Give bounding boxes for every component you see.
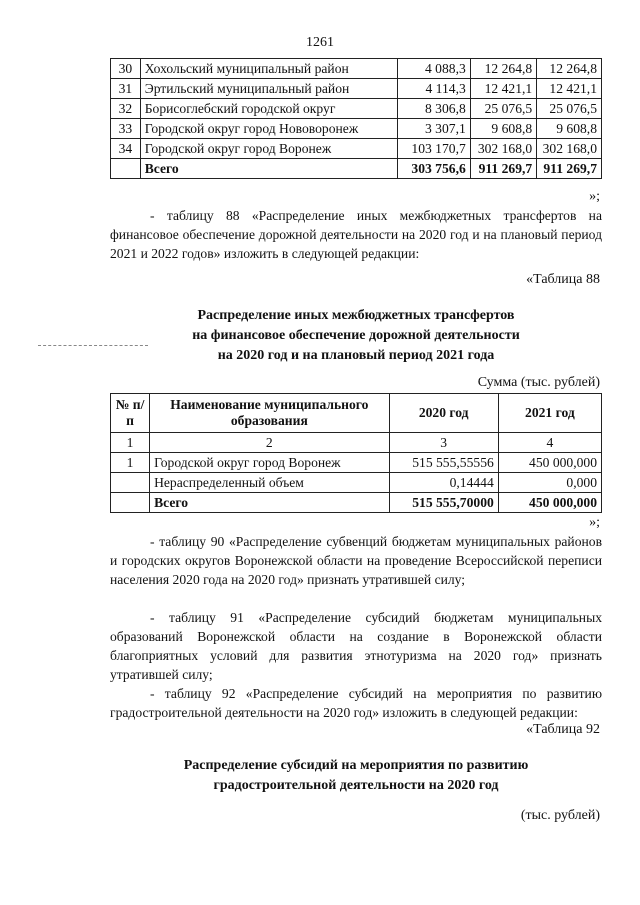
col-header-name: Наименование муниципального образования: [150, 394, 389, 433]
value-cell: 302 168,0: [537, 139, 602, 159]
table-total-row: [111, 493, 602, 513]
municipality-name: Нераспределенный объем: [150, 473, 389, 493]
total-value: 911 269,7: [470, 159, 536, 179]
sum-units-label: Сумма (тыс. рублей): [477, 375, 600, 390]
table-row: [111, 99, 602, 119]
value-cell: 4 088,3: [397, 59, 470, 79]
municipality-name: Городской округ город Воронеж: [140, 139, 397, 159]
closing-quote: »;: [589, 189, 600, 204]
closing-quote: »;: [589, 515, 600, 530]
municipality-name: Городской округ город Нововоронеж: [140, 119, 397, 139]
scan-artifact: [38, 345, 148, 347]
value-cell: 25 076,5: [537, 99, 602, 119]
col-header-2021: 2021 год: [498, 394, 601, 433]
table-87-tail: [110, 58, 602, 179]
total-label: Всего: [150, 493, 389, 513]
value-cell: 12 264,8: [470, 59, 536, 79]
municipality-name: Хохольский муниципальный район: [140, 59, 397, 79]
col-header-2020: 2020 год: [389, 394, 498, 433]
value-cell: 0,000: [498, 473, 601, 493]
municipality-name: Городской округ город Воронеж: [150, 453, 389, 473]
row-number: 32: [111, 99, 141, 119]
table-total-row: [111, 159, 602, 179]
row-number: [111, 473, 150, 493]
row-number: 34: [111, 139, 141, 159]
units-label: (тыс. рублей): [520, 808, 600, 823]
table-row: [111, 119, 602, 139]
value-cell: 9 608,8: [470, 119, 536, 139]
value-cell: 103 170,7: [397, 139, 470, 159]
table-92-heading: Распределение субсидий на мероприятия по развитию градостроительной деятельности на 2020 год: [183, 758, 529, 793]
total-value: 911 269,7: [537, 159, 602, 179]
value-cell: 8 306,8: [397, 99, 470, 119]
paragraph-table-92: - таблицу 92 «Распределение субсидий на мероприятия по развитию градостроительной деятельности на 2020 год» изложить в следующей редакции:: [110, 686, 602, 720]
table-92-label: «Таблица 92: [526, 722, 600, 737]
col-header-number: № п/п: [111, 394, 150, 433]
row-number: 33: [111, 119, 141, 139]
table-88-label: «Таблица 88: [526, 272, 600, 287]
municipality-name: Эртильский муниципальный район: [140, 79, 397, 99]
table-index-row: 1 2 3 4: [111, 433, 602, 453]
paragraph-table-88: - таблицу 88 «Распределение иных межбюджетных трансфертов на финансовое обеспечение дорожной деятельности на 2020 год и на плановый период 2021 и 2022 годов» изложить в следующей редакции:: [110, 208, 602, 261]
value-cell: 0,14444: [389, 473, 498, 493]
table-row: [111, 59, 602, 79]
page-number: 1261: [306, 35, 334, 50]
row-number: 30: [111, 59, 141, 79]
municipality-name: Борисоглебский городской округ: [140, 99, 397, 119]
value-cell: 4 114,3: [397, 79, 470, 99]
table-88: [110, 393, 602, 513]
paragraph-table-90: - таблицу 90 «Распределение субвенций бюджетам муниципальных районов и городских округов Воронежской области на проведение Всероссийской переписи населения 2020 года на 2020 год» признать утратившей силу;: [110, 534, 602, 587]
paragraph-table-91: - таблицу 91 «Распределение субсидий бюджетам муниципальных образований Воронежской области на создание в Воронежской области благоприятных условий для развития этнотуризма на 2020 год» признать утратившей силу;: [110, 610, 602, 682]
value-cell: 12 421,1: [470, 79, 536, 99]
value-cell: 450 000,000: [498, 453, 601, 473]
row-number: 1: [111, 453, 150, 473]
total-label: Всего: [140, 159, 397, 179]
table-row: [111, 79, 602, 99]
table-88-heading: Распределение иных межбюджетных трансфертов на финансовое обеспечение дорожной деятельности на 2020 год и на плановый период 2021 года: [192, 308, 520, 363]
table-row: [111, 453, 602, 473]
total-value: 450 000,000: [498, 493, 601, 513]
value-cell: 25 076,5: [470, 99, 536, 119]
row-number: 31: [111, 79, 141, 99]
value-cell: 3 307,1: [397, 119, 470, 139]
total-value: 303 756,6: [397, 159, 470, 179]
total-value: 515 555,70000: [389, 493, 498, 513]
value-cell: 12 264,8: [537, 59, 602, 79]
table-row: [111, 139, 602, 159]
table-row: [111, 473, 602, 493]
value-cell: 9 608,8: [537, 119, 602, 139]
value-cell: 12 421,1: [537, 79, 602, 99]
value-cell: 302 168,0: [470, 139, 536, 159]
value-cell: 515 555,55556: [389, 453, 498, 473]
table-header-row: [111, 394, 602, 433]
